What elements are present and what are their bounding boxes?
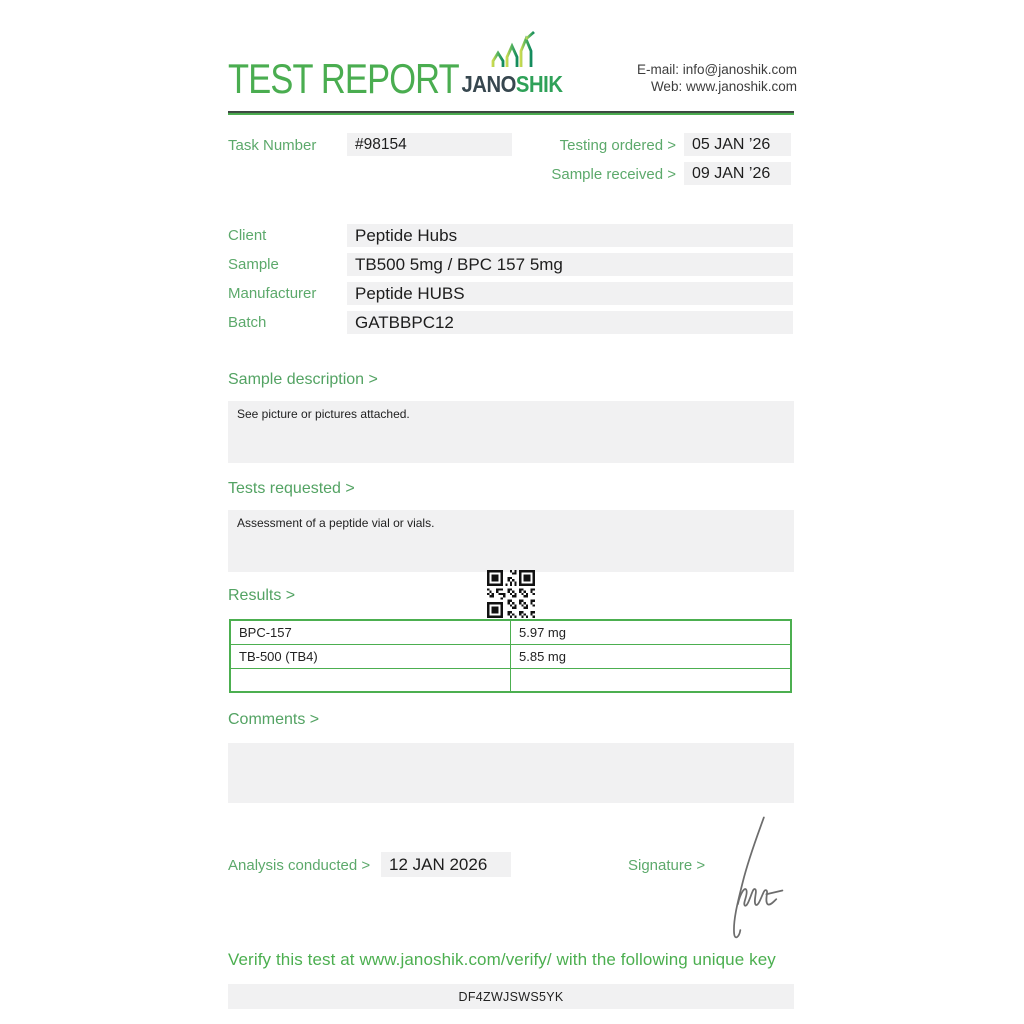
result-name: [230, 668, 511, 692]
testing-ordered-label: Testing ordered >: [559, 137, 676, 154]
sample-received-label: Sample received >: [551, 166, 676, 183]
contact-info: [637, 61, 797, 95]
signature-label: Signature >: [628, 857, 706, 874]
result-name: TB-500 (TB4): [230, 644, 511, 668]
sample-value: TB500 5mg / BPC 157 5mg: [347, 253, 793, 276]
comments-heading: Comments >: [228, 711, 320, 728]
qr-code: [487, 570, 535, 618]
results-table: [229, 619, 792, 693]
testing-ordered-value: 05 JAN ’26: [684, 133, 791, 156]
tests-requested-heading: Tests requested >: [228, 480, 355, 497]
comments-box: [228, 743, 794, 803]
result-value: [511, 668, 792, 692]
contact-email: E-mail: info@janoshik.com: [636, 62, 797, 77]
signature-scribble: [710, 815, 788, 945]
janoshik-logo: [452, 30, 572, 98]
chart-growth-icon: [487, 30, 537, 70]
logo-wordmark: [459, 71, 565, 98]
client-value: Peptide Hubs: [347, 224, 793, 247]
result-value: 5.97 mg: [511, 620, 792, 644]
manufacturer-value: Peptide HUBS: [347, 282, 793, 305]
analysis-conducted-value: 12 JAN 2026: [381, 852, 511, 877]
table-row: [230, 644, 791, 668]
task-number-value: #98154: [347, 133, 512, 156]
result-value: 5.85 mg: [511, 644, 792, 668]
sample-received-value: 09 JAN ’26: [684, 162, 791, 185]
analysis-conducted-label: Analysis conducted >: [228, 857, 371, 874]
sample-label: Sample: [228, 256, 279, 273]
batch-label: Batch: [228, 314, 267, 331]
batch-value: GATBBPC12: [347, 311, 793, 334]
verify-text: Verify this test at www.janoshik.com/verify/ with the following unique key: [228, 950, 776, 969]
table-row: [230, 620, 791, 644]
tests-requested-box: Assessment of a peptide vial or vials.: [228, 510, 794, 572]
results-heading: Results >: [228, 587, 296, 604]
task-number-label: Task Number: [228, 137, 317, 154]
logo-text-shik: SHIK: [515, 71, 563, 97]
sample-description-heading: Sample description >: [228, 371, 378, 388]
manufacturer-label: Manufacturer: [228, 285, 317, 302]
client-label: Client: [228, 227, 267, 244]
contact-web: Web: www.janoshik.com: [650, 79, 797, 94]
sample-description-box: See picture or pictures attached.: [228, 401, 794, 463]
page-title: TEST REPORT: [228, 55, 459, 102]
unique-key-value: DF4ZWJSWS5YK: [228, 984, 794, 1009]
header-divider: [228, 111, 794, 115]
result-name: BPC-157: [230, 620, 511, 644]
table-row: [230, 668, 791, 692]
logo-text-jano: JANO: [461, 71, 516, 97]
